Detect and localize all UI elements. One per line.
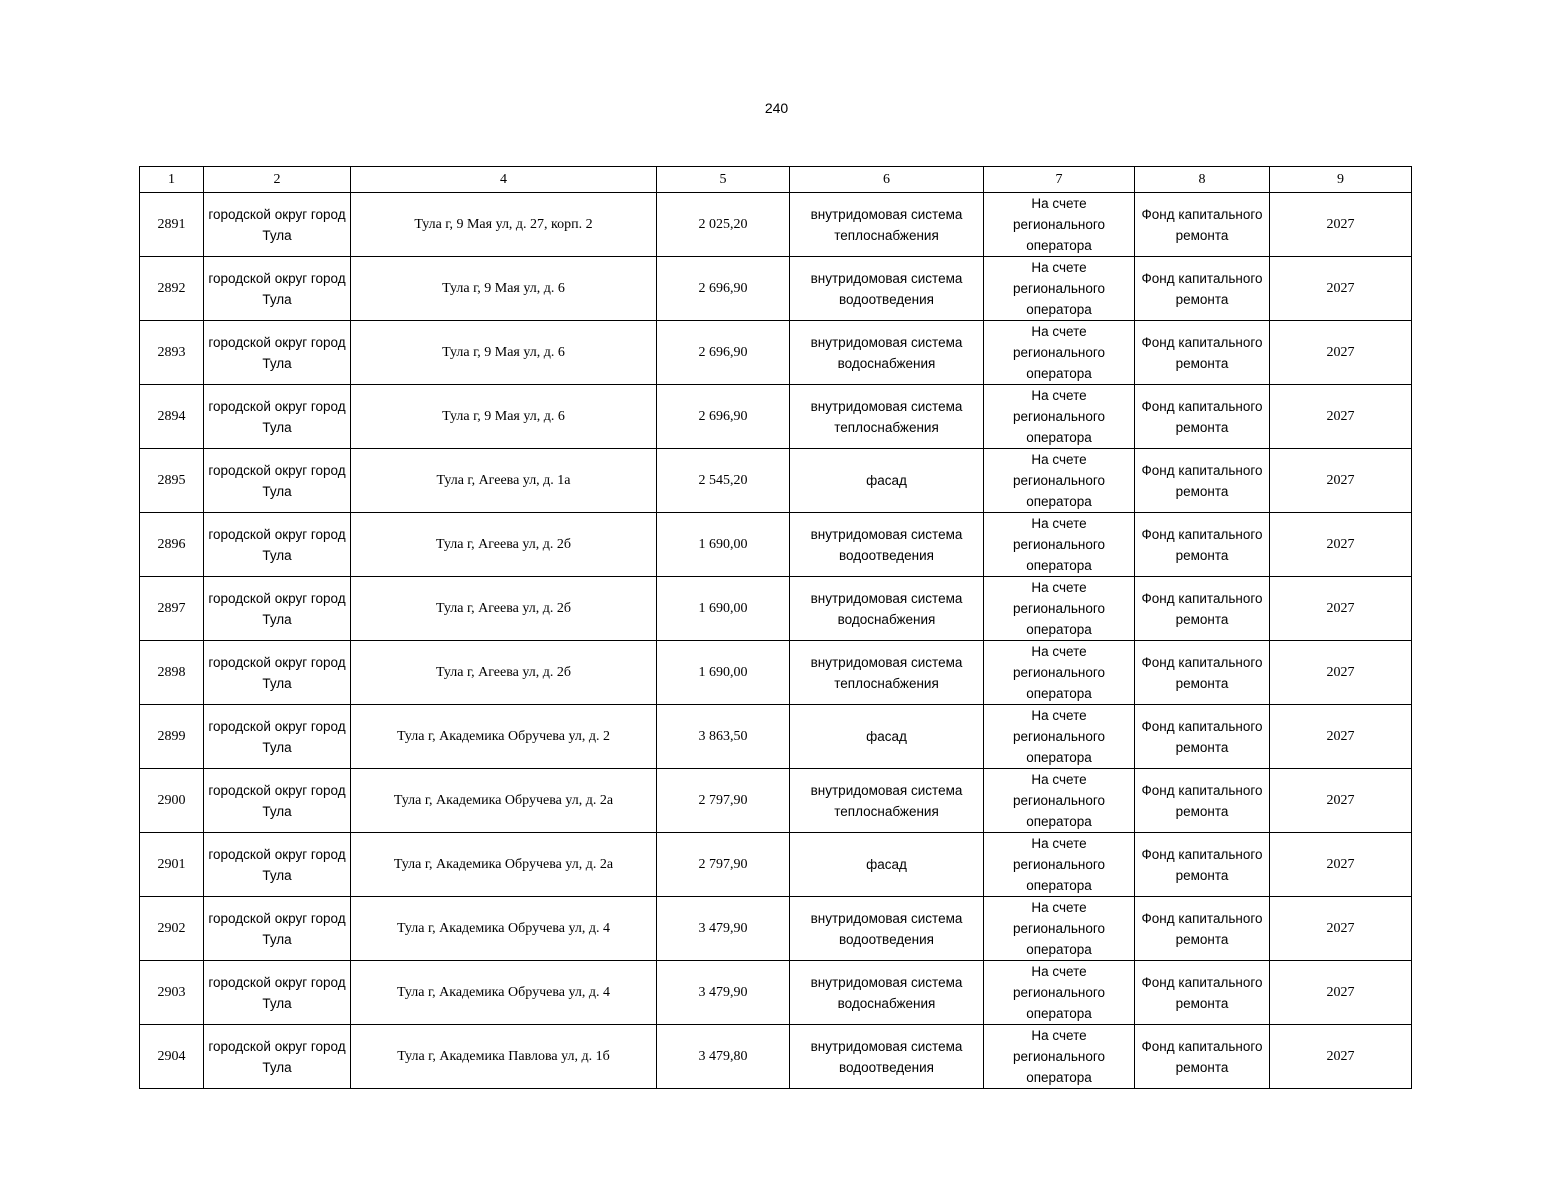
row-number-cell: 2894 [140,385,204,449]
municipality-cell: городской округ город Тула [204,897,351,961]
address-cell: Тула г, Академика Обручева ул, д. 2а [351,769,657,833]
funding-source-cell: Фонд капитального ремонта [1135,513,1270,577]
funding-source-cell: Фонд капитального ремонта [1135,257,1270,321]
capital-repair-table [139,166,1412,1089]
row-number-cell: 2901 [140,833,204,897]
funding-source-cell: Фонд капитального ремонта [1135,769,1270,833]
row-number-cell: 2895 [140,449,204,513]
address-cell: Тула г, 9 Мая ул, д. 6 [351,321,657,385]
funding-source-cell: Фонд капитального ремонта [1135,577,1270,641]
municipality-cell: городской округ город Тула [204,1025,351,1089]
work-type-cell: внутридомовая система теплоснабжения [790,769,984,833]
funding-source-cell: Фонд капитального ремонта [1135,705,1270,769]
address-cell: Тула г, 9 Мая ул, д. 27, корп. 2 [351,193,657,257]
row-number-cell: 2900 [140,769,204,833]
work-type-cell: фасад [790,449,984,513]
work-type-cell: внутридомовая система водоотведения [790,257,984,321]
address-cell: Тула г, Агеева ул, д. 2б [351,513,657,577]
account-cell: На счете регионального оператора [984,513,1135,577]
year-cell: 2027 [1270,641,1412,705]
table-row [140,385,1412,449]
municipality-cell: городской округ город Тула [204,705,351,769]
work-type-cell: внутридомовая система водоснабжения [790,577,984,641]
account-cell: На счете регионального оператора [984,961,1135,1025]
account-cell: На счете регионального оператора [984,769,1135,833]
table-header-row [140,167,1412,193]
work-type-cell: внутридомовая система водоснабжения [790,321,984,385]
municipality-cell: городской округ город Тула [204,961,351,1025]
area-cell: 3 479,90 [657,897,790,961]
area-cell: 2 797,90 [657,769,790,833]
funding-source-cell: Фонд капитального ремонта [1135,321,1270,385]
table-row [140,1025,1412,1089]
address-cell: Тула г, Академика Обручева ул, д. 4 [351,961,657,1025]
table-row [140,705,1412,769]
municipality-cell: городской округ город Тула [204,321,351,385]
table-row [140,577,1412,641]
column-header: 9 [1270,167,1412,193]
address-cell: Тула г, Агеева ул, д. 1а [351,449,657,513]
funding-source-cell: Фонд капитального ремонта [1135,193,1270,257]
account-cell: На счете регионального оператора [984,321,1135,385]
column-header: 1 [140,167,204,193]
funding-source-cell: Фонд капитального ремонта [1135,833,1270,897]
work-type-cell: фасад [790,705,984,769]
row-number-cell: 2904 [140,1025,204,1089]
area-cell: 3 479,90 [657,961,790,1025]
area-cell: 1 690,00 [657,577,790,641]
column-header: 5 [657,167,790,193]
year-cell: 2027 [1270,449,1412,513]
account-cell: На счете регионального оператора [984,257,1135,321]
work-type-cell: внутридомовая система теплоснабжения [790,641,984,705]
year-cell: 2027 [1270,833,1412,897]
work-type-cell: внутридомовая система водоснабжения [790,961,984,1025]
year-cell: 2027 [1270,385,1412,449]
account-cell: На счете регионального оператора [984,705,1135,769]
table-body [140,193,1412,1089]
area-cell: 1 690,00 [657,513,790,577]
work-type-cell: фасад [790,833,984,897]
address-cell: Тула г, Академика Обручева ул, д. 4 [351,897,657,961]
row-number-cell: 2902 [140,897,204,961]
account-cell: На счете регионального оператора [984,449,1135,513]
page-number: 240 [764,100,789,116]
row-number-cell: 2892 [140,257,204,321]
address-cell: Тула г, 9 Мая ул, д. 6 [351,385,657,449]
column-header: 6 [790,167,984,193]
funding-source-cell: Фонд капитального ремонта [1135,1025,1270,1089]
year-cell: 2027 [1270,321,1412,385]
column-header: 2 [204,167,351,193]
column-header: 7 [984,167,1135,193]
municipality-cell: городской округ город Тула [204,513,351,577]
row-number-cell: 2891 [140,193,204,257]
year-cell: 2027 [1270,961,1412,1025]
address-cell: Тула г, Академика Обручева ул, д. 2а [351,833,657,897]
municipality-cell: городской округ город Тула [204,641,351,705]
work-type-cell: внутридомовая система водоотведения [790,513,984,577]
municipality-cell: городской округ город Тула [204,769,351,833]
address-cell: Тула г, Академика Павлова ул, д. 1б [351,1025,657,1089]
row-number-cell: 2893 [140,321,204,385]
municipality-cell: городской округ город Тула [204,449,351,513]
address-cell: Тула г, 9 Мая ул, д. 6 [351,257,657,321]
row-number-cell: 2903 [140,961,204,1025]
table-row [140,449,1412,513]
work-type-cell: внутридомовая система водоотведения [790,897,984,961]
work-type-cell: внутридомовая система теплоснабжения [790,385,984,449]
year-cell: 2027 [1270,1025,1412,1089]
table-row [140,257,1412,321]
area-cell: 2 797,90 [657,833,790,897]
year-cell: 2027 [1270,769,1412,833]
table-row [140,641,1412,705]
funding-source-cell: Фонд капитального ремонта [1135,961,1270,1025]
area-cell: 2 545,20 [657,449,790,513]
work-type-cell: внутридомовая система теплоснабжения [790,193,984,257]
table-row [140,193,1412,257]
area-cell: 2 025,20 [657,193,790,257]
account-cell: На счете регионального оператора [984,897,1135,961]
area-cell: 3 863,50 [657,705,790,769]
row-number-cell: 2898 [140,641,204,705]
work-type-cell: внутридомовая система водоотведения [790,1025,984,1089]
funding-source-cell: Фонд капитального ремонта [1135,897,1270,961]
column-header: 4 [351,167,657,193]
column-header: 8 [1135,167,1270,193]
area-cell: 1 690,00 [657,641,790,705]
address-cell: Тула г, Агеева ул, д. 2б [351,577,657,641]
account-cell: На счете регионального оператора [984,641,1135,705]
year-cell: 2027 [1270,577,1412,641]
municipality-cell: городской округ город Тула [204,257,351,321]
table-row [140,513,1412,577]
address-cell: Тула г, Агеева ул, д. 2б [351,641,657,705]
area-cell: 2 696,90 [657,321,790,385]
table-row [140,833,1412,897]
row-number-cell: 2897 [140,577,204,641]
account-cell: На счете регионального оператора [984,1025,1135,1089]
table-row [140,897,1412,961]
table-row [140,961,1412,1025]
year-cell: 2027 [1270,513,1412,577]
account-cell: На счете регионального оператора [984,833,1135,897]
municipality-cell: городской округ город Тула [204,577,351,641]
area-cell: 2 696,90 [657,385,790,449]
account-cell: На счете регионального оператора [984,193,1135,257]
municipality-cell: городской округ город Тула [204,385,351,449]
address-cell: Тула г, Академика Обручева ул, д. 2 [351,705,657,769]
account-cell: На счете регионального оператора [984,385,1135,449]
year-cell: 2027 [1270,705,1412,769]
municipality-cell: городской округ город Тула [204,193,351,257]
funding-source-cell: Фонд капитального ремонта [1135,449,1270,513]
row-number-cell: 2896 [140,513,204,577]
municipality-cell: городской округ город Тула [204,833,351,897]
table-row [140,321,1412,385]
row-number-cell: 2899 [140,705,204,769]
account-cell: На счете регионального оператора [984,577,1135,641]
year-cell: 2027 [1270,257,1412,321]
funding-source-cell: Фонд капитального ремонта [1135,385,1270,449]
funding-source-cell: Фонд капитального ремонта [1135,641,1270,705]
year-cell: 2027 [1270,897,1412,961]
table-row [140,769,1412,833]
area-cell: 3 479,80 [657,1025,790,1089]
area-cell: 2 696,90 [657,257,790,321]
year-cell: 2027 [1270,193,1412,257]
